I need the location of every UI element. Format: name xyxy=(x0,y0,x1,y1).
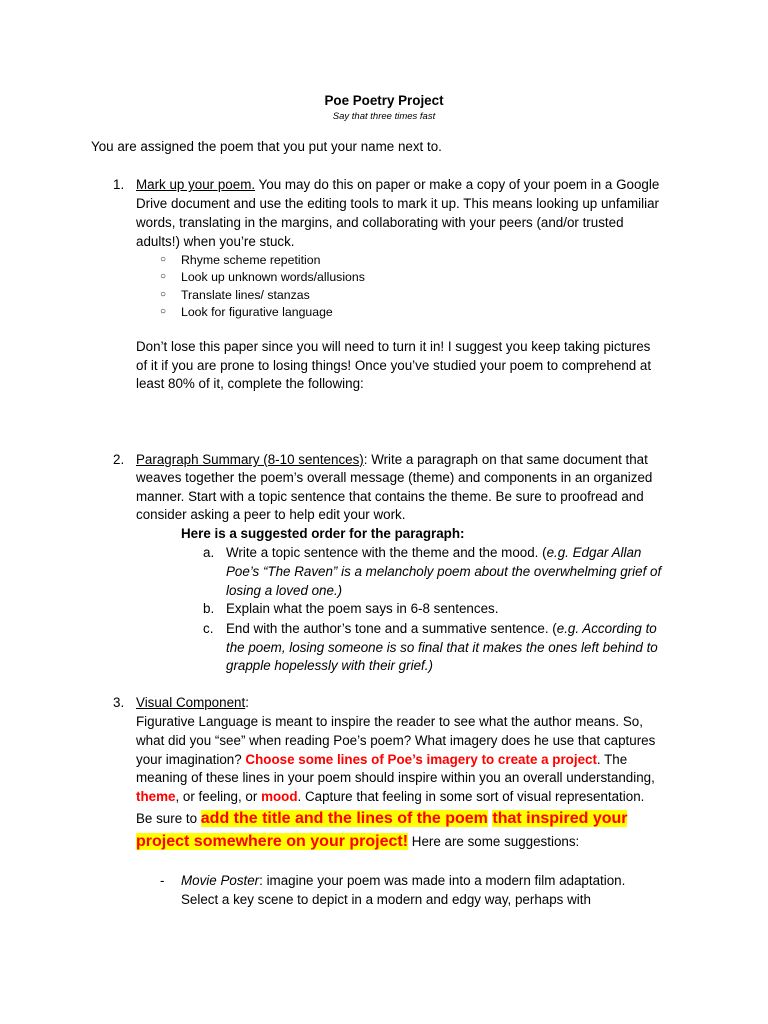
item-3-line-6 xyxy=(136,808,736,830)
step-a-line-3: losing a loved one.) xyxy=(226,583,343,598)
item-3-text-7b: Here are some suggestions: xyxy=(408,834,580,849)
highlighted-instruction-1: add the title and the lines of the poem xyxy=(200,810,488,827)
item-3-line-1: Figurative Language is meant to inspire the reader to see what the author means. So, xyxy=(136,714,643,729)
item-3-text-6a: Be sure to xyxy=(136,811,201,826)
item-2-line-2: weaves together the poem’s overall message (theme) and components in an organized xyxy=(136,470,653,485)
item-2-text-1: : Write a paragraph on that same document that xyxy=(363,452,648,467)
item-2-line-4: consider asking a peer to help edit your work. xyxy=(136,507,406,522)
suggestion-label: Movie Poster xyxy=(181,873,260,888)
highlighted-instruction-2: that inspired your xyxy=(492,810,628,827)
item-2-line-1 xyxy=(136,451,696,470)
suggestion-line-1 xyxy=(181,872,701,891)
step-c-line-3: grapple hopelessly with their grief.) xyxy=(226,658,433,673)
suggestion-dash: - xyxy=(160,873,165,888)
item-3-text-5a: , or feeling, or xyxy=(175,789,262,804)
item-1-note-3: least 80% of it, complete the following: xyxy=(136,376,364,391)
step-a-example: e.g. Edgar Allan xyxy=(546,545,642,560)
item-1-line-4: adults!) when you’re stuck. xyxy=(136,234,295,249)
step-a-line-2: Poe’s “The Raven” is a melancholy poem about the overwhelming grief of xyxy=(226,564,662,579)
page-subtitle: Say that three times fast xyxy=(332,111,436,122)
item-3-text-3b: . The xyxy=(596,752,628,767)
step-c-letter: c. xyxy=(203,621,214,636)
item-3-line-7 xyxy=(136,831,736,853)
suggestion-text-1: : imagine your poem was made into a modern film adaptation. xyxy=(259,873,626,888)
item-3-number: 3. xyxy=(113,695,125,710)
item-2-number: 2. xyxy=(113,452,125,467)
item-1-number: 1. xyxy=(113,177,125,192)
intro-text: You are assigned the poem that you put your name next to. xyxy=(91,139,442,154)
page-title: Poe Poetry Project xyxy=(324,93,444,108)
step-c-example: e.g. According to xyxy=(556,621,657,636)
item-3-line-3 xyxy=(136,751,696,770)
item-1-line-1 xyxy=(136,176,696,195)
bullet-circle-icon: ○ xyxy=(160,254,167,265)
item-1-line-2: Drive document and use the editing tools to mark it up. This means looking up unfamiliar xyxy=(136,196,660,211)
suggested-order-heading: Here is a suggested order for the paragraph: xyxy=(181,526,465,541)
mood-keyword: mood xyxy=(261,789,298,804)
step-a-letter: a. xyxy=(203,545,215,560)
step-b-line-1: Explain what the poem says in 6-8 sentences. xyxy=(226,601,499,616)
step-c-line-1 xyxy=(226,620,696,639)
item-1-note-1: Don’t lose this paper since you will need to turn it in! I suggest you keep taking pictures xyxy=(136,339,651,354)
suggestion-line-2: Select a key scene to depict in a modern and edgy way, perhaps with xyxy=(181,892,591,907)
item-1-note-2: of it if you are prone to losing things! Once you’ve studied your poem to comprehend at xyxy=(136,358,652,373)
item-3-line-5 xyxy=(136,788,696,807)
item-1-text-1: You may do this on paper or make a copy of your poem in a Google xyxy=(255,177,660,192)
item-3-line-0 xyxy=(136,694,696,713)
step-c-text: End with the author’s tone and a summative sentence. ( xyxy=(226,621,557,636)
highlighted-instruction-3: project somewhere on your project! xyxy=(136,833,409,850)
theme-keyword: theme xyxy=(136,789,176,804)
step-a-line-1 xyxy=(226,544,696,563)
bullet-text: Look up unknown words/allusions xyxy=(181,270,365,284)
step-c-line-2: the poem, losing someone is so final that it makes the ones left behind to xyxy=(226,640,658,655)
item-3-heading: Visual Component xyxy=(136,695,246,710)
bullet-circle-icon: ○ xyxy=(160,289,167,300)
item-3-line-4: meaning of these lines in your poem should inspire within you an overall understanding, xyxy=(136,770,655,785)
bullet-text: Look for figurative language xyxy=(181,305,333,319)
item-3-text-5b: . Capture that feeling in some sort of visual representation. xyxy=(297,789,645,804)
item-3-line-2: what did you “see” when reading Poe’s poem? What imagery does he use that captures xyxy=(136,733,656,748)
item-3-text-3a: your imagination? xyxy=(136,752,246,767)
item-2-heading: Paragraph Summary (8-10 sentences) xyxy=(136,452,364,467)
item-3-colon: : xyxy=(245,695,249,710)
step-a-text: Write a topic sentence with the theme and the mood. ( xyxy=(226,545,547,560)
bullet-text: Rhyme scheme repetition xyxy=(181,253,321,267)
item-1-line-3: words, translating in the margins, and collaborating with your peers (and/or trusted xyxy=(136,215,624,230)
red-emphasis-text: Choose some lines of Poe’s imagery to create a project xyxy=(245,752,597,767)
bullet-circle-icon: ○ xyxy=(160,271,167,282)
bullet-circle-icon: ○ xyxy=(160,306,167,317)
bullet-text: Translate lines/ stanzas xyxy=(181,288,310,302)
step-b-letter: b. xyxy=(203,601,215,616)
item-1-heading: Mark up your poem. xyxy=(136,177,256,192)
item-2-line-3: manner. Start with a topic sentence that contains the theme. Be sure to proofread and xyxy=(136,489,644,504)
